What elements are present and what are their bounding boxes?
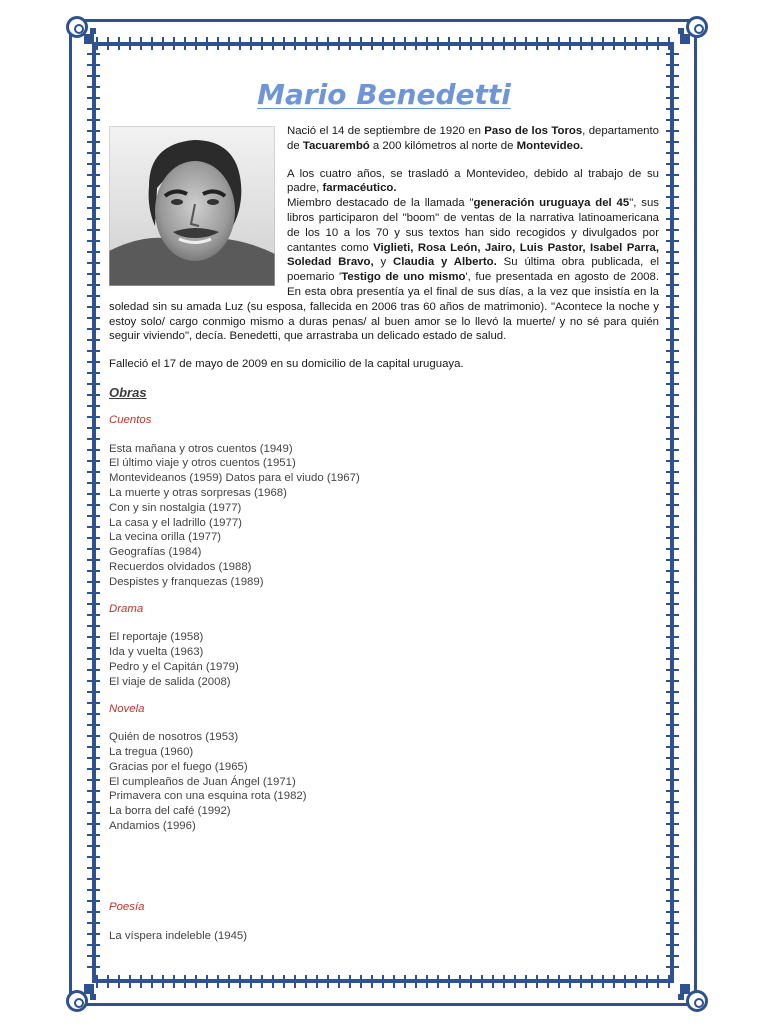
- work-item: Pedro y el Capitán (1979): [109, 660, 239, 673]
- work-item: Despistes y franquezas (1989): [109, 575, 264, 588]
- works-category-title: Cuentos: [109, 413, 152, 426]
- work-item: Gracias por el fuego (1965): [109, 760, 248, 773]
- works-category-list: [109, 730, 659, 834]
- bio-text-run: Viglieti, Rosa León, Jairo, Luis Pastor, Isabel Parra, Soledad Bravo,: [287, 241, 660, 269]
- bio-text-run: Testigo de uno mismo: [341, 271, 466, 284]
- work-item: Primavera con una esquina rota (1982): [109, 790, 307, 803]
- work-item: La víspera indeleble (1945): [109, 929, 248, 942]
- works-heading: Obras: [109, 384, 147, 400]
- work-item: El viaje de salida (2008): [109, 675, 231, 688]
- work-item: El cumpleaños de Juan Ángel (1971): [109, 775, 296, 788]
- work-item: La vecina orilla (1977): [109, 531, 222, 544]
- bio-text-run: farmacéutico.: [322, 182, 397, 195]
- bio-text-run: ", sus libros participaron del "boom" de ventas de la narrativa latinoamericana de los 10 a los 70 y sus textos han sido recogidos y divulgados por cantantes como: [287, 197, 659, 254]
- work-item: Andamios (1996): [109, 820, 196, 833]
- corner-ornament-bottom-right: [678, 982, 708, 1012]
- corner-ornament-top-right: [678, 16, 708, 46]
- bio-text-run: Nació el 14 de septiembre de 1920 en: [287, 125, 485, 137]
- bio-text-run: Paso de los Toros: [484, 125, 583, 137]
- bio-text-run: Su última obra publicada, el poemario ': [287, 256, 659, 284]
- bio-text-run: a 200 kilómetros al norte de: [369, 139, 517, 152]
- work-item: Esta mañana y otros cuentos (1949): [109, 442, 293, 455]
- work-item: La casa y el ladrillo (1977): [109, 516, 242, 529]
- works-category-list: [109, 442, 659, 590]
- work-item: La borra del café (1992): [109, 805, 231, 818]
- bio-text-run: y: [373, 256, 394, 269]
- works-category-title: Novela: [109, 702, 145, 715]
- bio-text-run: generación uruguaya del 45: [473, 197, 630, 210]
- work-item: Ida y vuelta (1963): [109, 646, 204, 659]
- page-title: Mario Benedetti: [257, 78, 511, 111]
- work-item: El último viaje y otros cuentos (1951): [109, 457, 296, 470]
- work-item: Geografías (1984): [109, 546, 202, 559]
- bio-paragraph-death: Falleció el 17 de mayo de 2009 en su domicilio de la capital uruguaya.: [109, 358, 464, 371]
- work-item: La muerte y otras sorpresas (1968): [109, 486, 287, 499]
- works-list: [109, 413, 659, 944]
- author-portrait: [109, 126, 275, 286]
- bio-text-run: Claudia y Alberto.: [393, 256, 497, 269]
- bio-text-run: Tacuarembó: [302, 139, 370, 152]
- works-category-title: Drama: [109, 602, 144, 615]
- works-category-list: [109, 929, 659, 944]
- bio-text-run: , departamento de: [287, 125, 659, 152]
- bio-text-run: ', fue presentada en agosto de 2008. En esta obra presentía ya el final de sus días, a la vez que insistía en la soledad sin su amada Luz (su esposa, fallecida en 2006 tras 60 años de matrimonio). "Acontece la noche y estoy solo/ cargo conmigo mismo a duras penas/ al buen amor se lo llevó la muerte/ y no sé para quién seguir viviendo", decía. Benedetti, que arrastraba un delicado estado de salud.: [109, 271, 659, 343]
- bio-text-run: Miembro destacado de la llamada ": [287, 197, 474, 210]
- work-item: Quién de nosotros (1953): [109, 731, 239, 744]
- works-category-title: Poesía: [109, 900, 145, 913]
- bio-text-run: Montevideo.: [516, 139, 584, 152]
- work-item: La tregua (1960): [109, 746, 194, 759]
- corner-ornament-bottom-left: [66, 982, 96, 1012]
- document-body: [109, 124, 659, 943]
- work-item: Recuerdos olvidados (1988): [109, 560, 252, 573]
- work-item: El reportaje (1958): [109, 631, 204, 644]
- bio-text-run: A los cuatro años, se trasladó a Montevideo, debido al trabajo de su padre,: [287, 167, 659, 195]
- work-item: Montevideanos (1959) Datos para el viudo (1967): [109, 472, 360, 485]
- corner-ornament-top-left: [66, 16, 96, 46]
- works-category-list: [109, 630, 659, 689]
- work-item: Con y sin nostalgia (1977): [109, 501, 242, 514]
